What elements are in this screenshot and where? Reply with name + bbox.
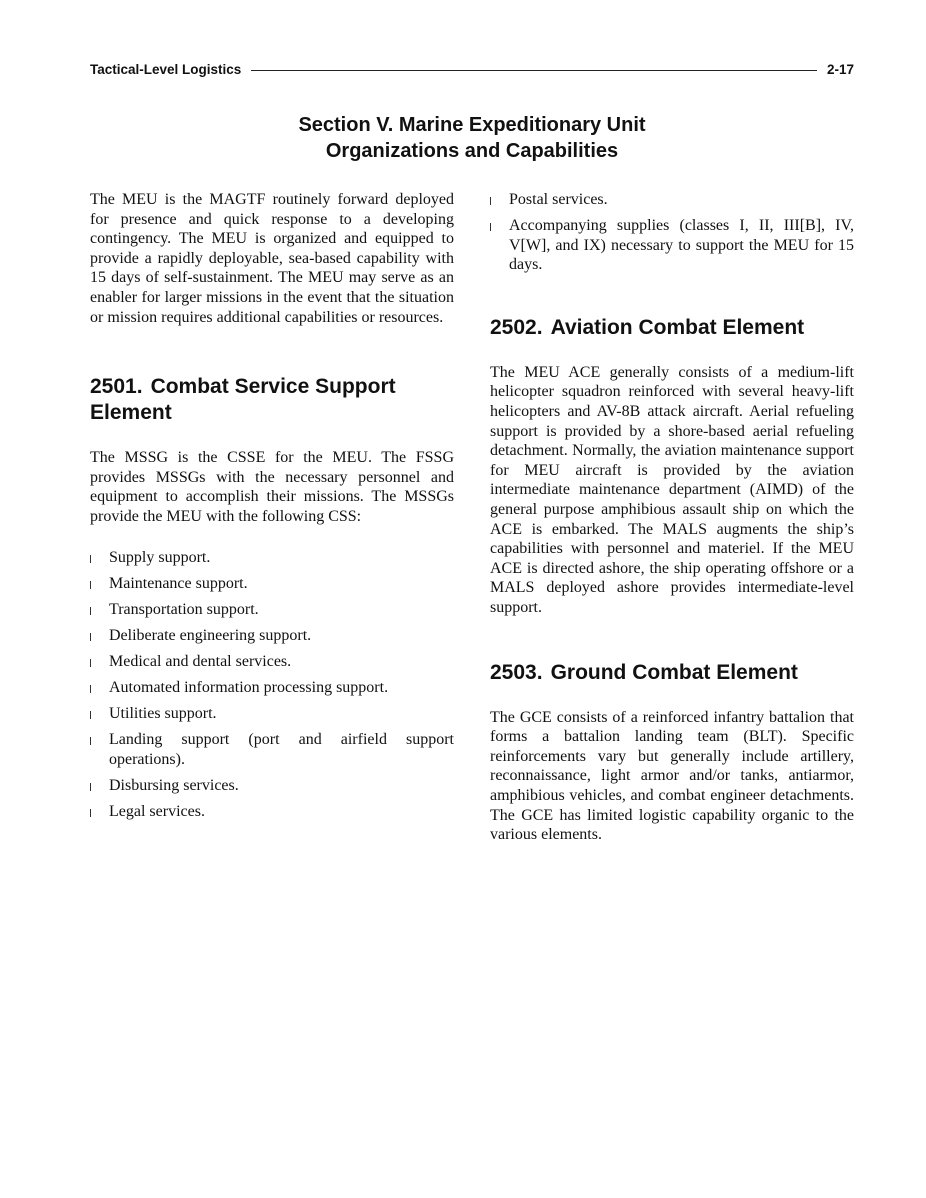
bullet-icon	[90, 581, 91, 589]
heading-text: Aviation Combat Element	[550, 315, 805, 339]
list-item: Supply support.	[90, 548, 454, 568]
bullet-icon	[90, 783, 91, 791]
page-number: 2-17	[826, 61, 854, 77]
css-paragraph: The MSSG is the CSSE for the MEU. The FSSG provides MSSGs with the necessary personnel and equipment to accomplish their missions. The MSSGs provide the MEU with the following CSS:	[90, 449, 454, 525]
list-item: Disbursing services.	[90, 776, 454, 796]
heading-number: 2502.	[490, 315, 543, 339]
bullet-icon	[490, 197, 491, 205]
bullet-icon	[90, 809, 91, 817]
list-item: Medical and dental services.	[90, 652, 454, 672]
header-rule	[251, 70, 817, 71]
gce-paragraph: The GCE consists of a reinforced infantry battalion that forms a battalion landing team (BLT). Specific reinforcements vary but generally include artillery, reconnaissance, light armor and/or tanks, antiarmor, amphibious vehicles, and combat engineer detachments. The GCE has limited logistic capability organic to the various elements.	[490, 708, 854, 844]
list-item: Accompanying supplies (classes I, II, III[B], IV, V[W], and IX) necessary to support the MEU for 15 days.	[490, 216, 854, 275]
list-item: Postal services.	[490, 190, 854, 210]
bullet-icon	[90, 685, 91, 693]
section-title	[0, 112, 926, 164]
list-item: Utilities support.	[90, 704, 454, 724]
css-bullet-list	[90, 548, 454, 822]
list-item: Maintenance support.	[90, 574, 454, 594]
list-item: Landing support (port and airfield support operations).	[90, 730, 454, 769]
bullet-icon	[490, 223, 491, 231]
heading-2501	[90, 374, 454, 426]
list-item: Legal services.	[90, 802, 454, 822]
chapter-title: Tactical-Level Logistics	[90, 61, 242, 77]
list-item: Transportation support.	[90, 600, 454, 620]
heading-number: 2501.	[90, 375, 143, 399]
section-title-line-2: Organizations and Capabilities	[325, 140, 619, 162]
css-bullet-list-continued	[490, 190, 854, 275]
list-item: Deliberate engineering support.	[90, 626, 454, 646]
list-item: Automated information processing support.	[90, 678, 454, 698]
heading-text-line-2: Element	[90, 401, 172, 425]
ace-paragraph: The MEU ACE generally consists of a medium-lift helicopter squadron reinforced with several heavy-lift helicopters and AV-8B attack aircraft. Aerial refueling support is provided by a shore-based aerial refueling detachment. Normally, the aviation maintenance support for MEU aircraft is provided by the aviation intermediate maintenance department (AIMD) of the general purpose amphibious assault ship on which the ACE is embarked. The MALS augments the ship’s capabilities with personnel and materiel. If the MEU ACE is directed ashore, the ship operating offshore or a MALS deployed ashore provides intermediate-level support.	[490, 363, 854, 616]
heading-text-line-1: Combat Service Support	[150, 375, 396, 399]
bullet-icon	[90, 633, 91, 641]
heading-2503	[490, 660, 854, 686]
heading-number: 2503.	[490, 660, 543, 684]
heading-2502	[490, 315, 854, 341]
right-column	[490, 190, 854, 845]
running-header	[90, 60, 854, 78]
section-title-line-1: Section V. Marine Expeditionary Unit	[298, 114, 646, 136]
bullet-icon	[90, 737, 91, 745]
bullet-icon	[90, 607, 91, 615]
bullet-icon	[90, 555, 91, 563]
intro-paragraph: The MEU is the MAGTF routinely forward deployed for presence and quick response to a developing contingency. The MEU is organized and equipped to provide a rapidly deployable, sea-based capability with 15 days of self-sustainment. The MEU may serve as an enabler for larger missions in the event that the situation or mission requires additional capabilities or resources.	[90, 191, 454, 326]
bullet-icon	[90, 711, 91, 719]
left-column	[90, 190, 454, 828]
bullet-icon	[90, 659, 91, 667]
heading-text: Ground Combat Element	[550, 660, 798, 684]
